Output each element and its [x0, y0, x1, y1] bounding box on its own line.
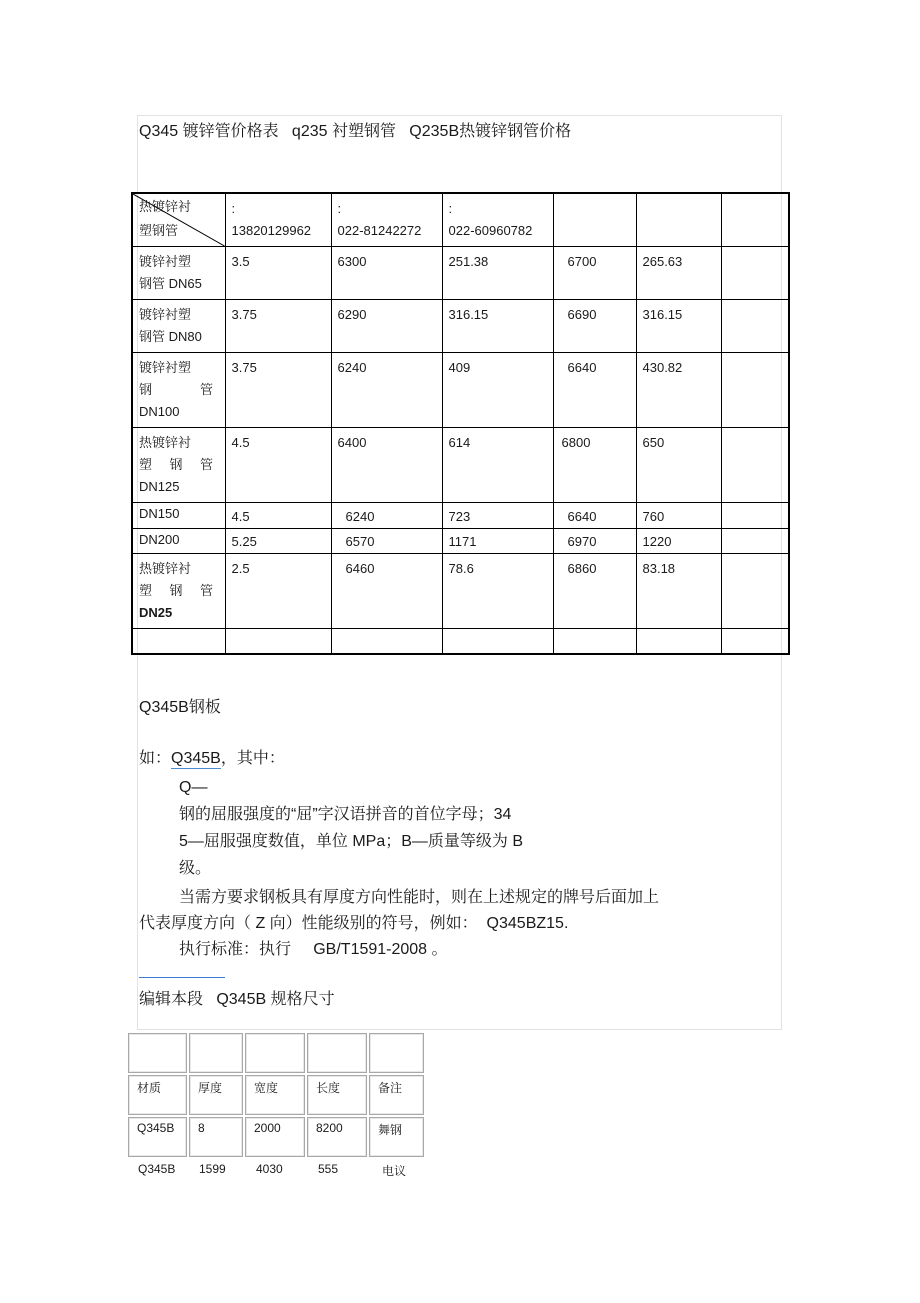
value-cell: 3.75	[225, 353, 331, 428]
empty-cell	[721, 503, 789, 529]
table-row	[132, 247, 789, 300]
desc-line: 5—屈服强度数值，单位 MPa；B—质量等级为 B	[179, 833, 524, 850]
section-title: Q345B钢板	[139, 699, 221, 716]
product-name-cell: 热镀锌衬 塑 钢 管 DN25	[132, 554, 225, 629]
value-cell: 6860	[553, 554, 636, 629]
value-cell: 6240	[331, 503, 442, 529]
spec-header-cell: 长度	[307, 1075, 367, 1115]
empty-cell	[245, 1033, 305, 1073]
value-cell: 6640	[553, 353, 636, 428]
value-cell: 316.15	[442, 300, 553, 353]
contact-cell: : 022-81242272	[331, 193, 442, 247]
table-row	[132, 428, 789, 503]
product-name-cell: 热镀锌衬 塑 钢 管 DN125	[132, 428, 225, 503]
example-code: Q345B	[171, 750, 221, 767]
desc-line: 级。	[179, 860, 212, 877]
spec-plain-value: 4030	[256, 1162, 283, 1176]
spec-header-cell: 备注	[369, 1075, 424, 1115]
desc-line: 钢的屈服强度的“屈”字汉语拼音的首位字母；34	[179, 806, 512, 823]
spec-plain-value: 电议	[382, 1164, 407, 1178]
value-cell: 409	[442, 353, 553, 428]
value-cell: 316.15	[636, 300, 721, 353]
empty-row	[132, 629, 789, 654]
value-cell: 6460	[331, 554, 442, 629]
value-cell: 3.5	[225, 247, 331, 300]
product-name-cell: 镀锌衬塑 钢管 DN80	[132, 300, 225, 353]
empty-cell	[721, 428, 789, 503]
table-row	[132, 503, 789, 529]
value-cell: 3.75	[225, 300, 331, 353]
value-cell: 650	[636, 428, 721, 503]
table-row	[132, 554, 789, 629]
value-cell: 6300	[331, 247, 442, 300]
paragraph-line: 代表厚度方向（ Z 向）性能级别的符号，例如： Q345BZ15.	[139, 915, 569, 932]
value-cell: 83.18	[636, 554, 721, 629]
table-row	[132, 353, 789, 428]
empty-cell	[369, 1033, 424, 1073]
value-cell: 1171	[442, 529, 553, 554]
table-row	[132, 300, 789, 353]
spec-plain-value: 555	[318, 1162, 339, 1176]
phone-number: 022-81242272	[337, 223, 422, 238]
value-cell: 6290	[331, 300, 442, 353]
spec-value-cell: Q345B	[128, 1117, 187, 1157]
section-divider	[139, 977, 225, 978]
empty-cell	[189, 1033, 243, 1073]
value-cell: 723	[442, 503, 553, 529]
spec-header-cell: 宽度	[245, 1075, 305, 1115]
contact-cell: : 022-60960782	[442, 193, 553, 247]
value-cell: 2.5	[225, 554, 331, 629]
product-name-cell: 镀锌衬塑 钢 管 DN100	[132, 353, 225, 428]
spec-value-cell: 2000	[245, 1117, 305, 1157]
spec-value-cell: 8	[189, 1117, 243, 1157]
value-cell: 6640	[553, 503, 636, 529]
value-cell: 6240	[331, 353, 442, 428]
phone-number: 022-60960782	[448, 223, 533, 238]
value-cell: 6970	[553, 529, 636, 554]
empty-cell	[721, 247, 789, 300]
contact-cell: : 13820129962	[225, 193, 331, 247]
value-cell: 6800	[553, 428, 636, 503]
spec-plain-value: Q345B	[138, 1162, 176, 1176]
price-table	[131, 192, 790, 655]
empty-cell	[553, 193, 636, 247]
value-cell: 5.25	[225, 529, 331, 554]
value-cell: 78.6	[442, 554, 553, 629]
value-cell: 1220	[636, 529, 721, 554]
header-label-1: 热镀锌衬	[139, 199, 192, 214]
empty-cell	[721, 300, 789, 353]
value-cell: 251.38	[442, 247, 553, 300]
diagonal-header-cell	[132, 193, 225, 247]
standard-line: 执行标准：执行 GB/T1591-2008 。	[179, 941, 448, 958]
value-cell: 6400	[331, 428, 442, 503]
product-name-cell: DN150	[132, 503, 225, 529]
phone-number: 13820129962	[231, 223, 312, 238]
value-cell: 6690	[553, 300, 636, 353]
empty-cell	[128, 1033, 187, 1073]
spec-header-cell: 材质	[128, 1075, 187, 1115]
spec-value-cell: 8200	[307, 1117, 367, 1157]
empty-cell	[721, 193, 789, 247]
value-cell: 430.82	[636, 353, 721, 428]
product-name-cell: 镀锌衬塑 钢管 DN65	[132, 247, 225, 300]
value-cell: 265.63	[636, 247, 721, 300]
table-row	[132, 529, 789, 554]
empty-cell	[636, 193, 721, 247]
empty-cell	[307, 1033, 367, 1073]
value-cell: 6570	[331, 529, 442, 554]
page-title: Q345 镀锌管价格表 q235 衬塑钢管 Q235B热镀锌钢管价格	[139, 123, 572, 140]
empty-cell	[721, 353, 789, 428]
paragraph-line: 当需方要求钢板具有厚度方向性能时，则在上述规定的牌号后面加上	[179, 889, 660, 906]
spec-header-cell: 厚度	[189, 1075, 243, 1115]
value-cell: 4.5	[225, 503, 331, 529]
example-line: 如：Q345B，其中：	[139, 748, 285, 767]
value-cell: 614	[442, 428, 553, 503]
header-label-2: 塑钢管	[139, 223, 179, 238]
spec-value-cell: 舞钢	[369, 1117, 424, 1157]
edit-section-heading[interactable]: 编辑本段 Q345B 规格尺寸	[139, 991, 335, 1008]
desc-line: Q—	[179, 779, 208, 796]
description-block	[179, 774, 523, 882]
value-cell: 4.5	[225, 428, 331, 503]
product-name-cell: DN200	[132, 529, 225, 554]
spec-plain-value: 1599	[199, 1162, 226, 1176]
value-cell: 6700	[553, 247, 636, 300]
empty-cell	[721, 554, 789, 629]
value-cell: 760	[636, 503, 721, 529]
empty-cell	[721, 529, 789, 554]
